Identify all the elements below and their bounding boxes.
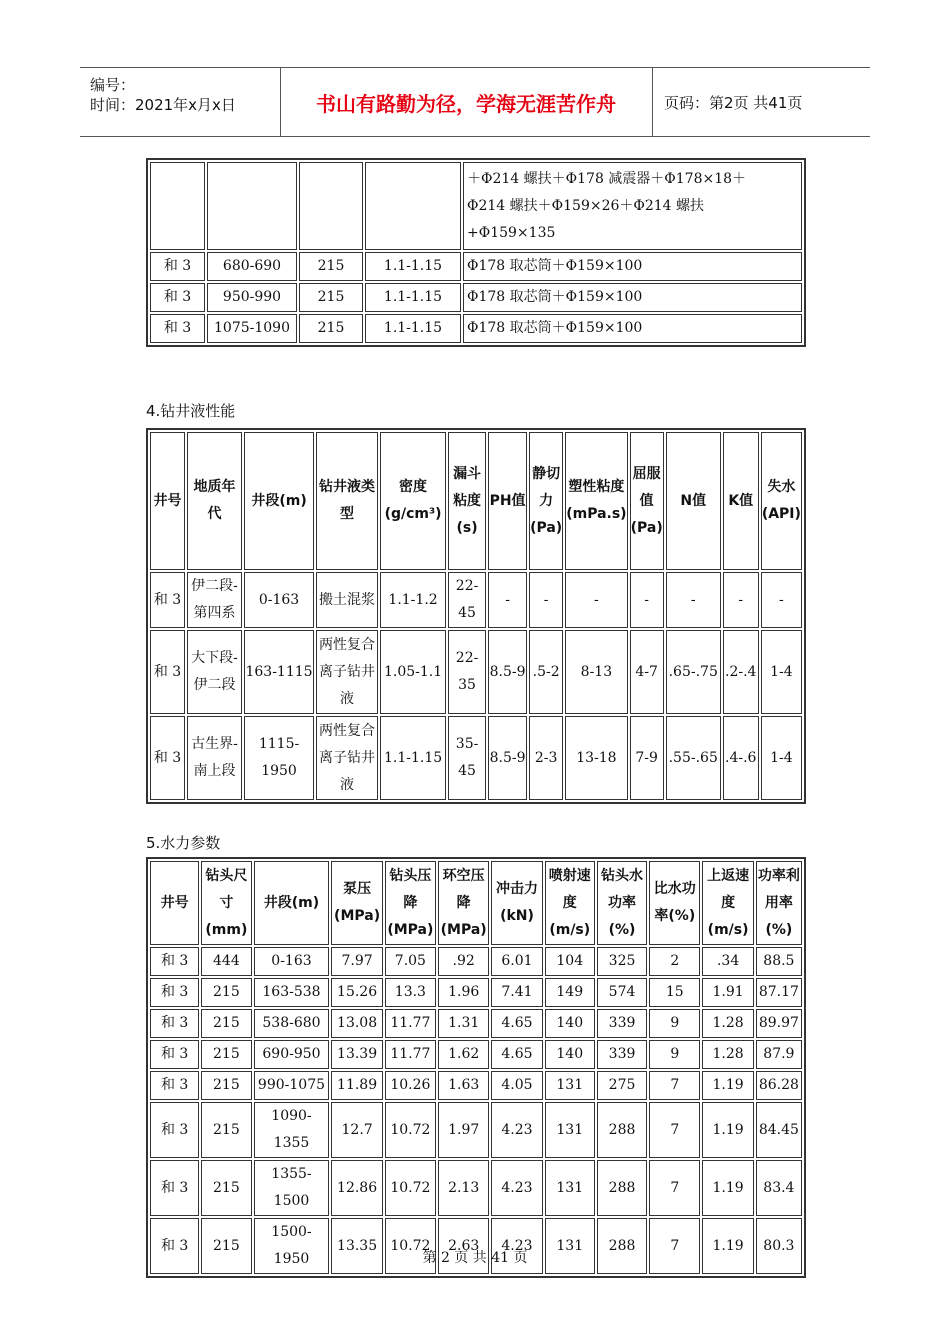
table-row	[150, 947, 802, 976]
table-cell: 1.28	[702, 1009, 753, 1038]
column-header: 井段(m)	[254, 861, 330, 945]
table-cell: 288	[597, 1102, 647, 1158]
table-cell: 10.26	[385, 1071, 436, 1100]
page-info: 页码：第2页 共41页	[664, 93, 803, 112]
table-cell: Φ178 取芯筒＋Φ159×100	[463, 314, 802, 343]
table-cell: 83.4	[756, 1160, 802, 1216]
table-cell: 1090-1355	[254, 1102, 330, 1158]
table-cell: 1.28	[702, 1040, 753, 1069]
table-cell: 15	[649, 978, 700, 1007]
table-cell	[207, 162, 297, 250]
table-cell: 163-1115	[244, 630, 314, 714]
table-cell: 4.05	[491, 1071, 542, 1100]
table-cell: 2.13	[438, 1160, 489, 1216]
table-cell: 和 3	[150, 252, 205, 281]
table-cell: 1.1-1.15	[365, 314, 461, 343]
column-header: K值	[723, 432, 759, 570]
column-header: 屈服值(Pa)	[630, 432, 664, 570]
table-cell: 13-18	[565, 716, 627, 800]
table-cell: 伊二段-第四系	[187, 572, 242, 628]
table-cell: 7-9	[630, 716, 664, 800]
column-header: 井段(m)	[244, 432, 314, 570]
table-cell: .2-.4	[723, 630, 759, 714]
table-cell: .4-.6	[723, 716, 759, 800]
table-cell: 88.5	[756, 947, 802, 976]
table-cell: 1.63	[438, 1071, 489, 1100]
table-cell: 80.3	[756, 1218, 802, 1274]
table-cell: 和 3	[150, 572, 185, 628]
table-cell: 两性复合离子钻井液	[316, 716, 378, 800]
table-cell: 13.39	[331, 1040, 382, 1069]
table-cell: .34	[702, 947, 753, 976]
table-cell: 680-690	[207, 252, 297, 281]
table-cell: 131	[545, 1071, 595, 1100]
table-cell: -	[630, 572, 664, 628]
table-cell: 690-950	[254, 1040, 330, 1069]
table-cell: ＋Φ214 螺扶＋Φ178 减震器＋Φ178×18＋ Φ214 螺扶＋Φ159×26＋Φ214 螺扶 +Φ159×135	[463, 162, 802, 250]
table-cell: 7	[649, 1102, 700, 1158]
header-meta	[80, 68, 281, 136]
table-cell: 1-4	[761, 716, 802, 800]
table-cell: 149	[545, 978, 595, 1007]
table-cell: 8-13	[565, 630, 627, 714]
table-cell: 2-3	[529, 716, 563, 800]
table-cell: 和 3	[150, 283, 205, 312]
table-cell: 两性复合离子钻井液	[316, 630, 378, 714]
drilling-fluid-table	[146, 428, 806, 804]
table-cell: 140	[545, 1040, 595, 1069]
table-cell: 8.5-9	[488, 716, 527, 800]
page-footer: 第 2 页 共 41 页	[422, 1250, 528, 1266]
table-cell: 2.63	[438, 1218, 489, 1274]
table-cell: 4.23	[491, 1102, 542, 1158]
table-cell: 7	[649, 1160, 700, 1216]
table-cell: 和 3	[150, 630, 185, 714]
column-header: 静切力(Pa)	[529, 432, 563, 570]
table-row	[150, 1009, 802, 1038]
table-cell	[365, 162, 461, 250]
table-cell: 215	[201, 1071, 251, 1100]
table-cell: 1.1-1.15	[380, 716, 446, 800]
table-cell: 和 3	[150, 1040, 199, 1069]
table-cell: .65-.75	[666, 630, 721, 714]
table-cell: 1.19	[702, 1102, 753, 1158]
table-cell: 4.23	[491, 1160, 542, 1216]
table-cell: 215	[201, 1009, 251, 1038]
table-row	[150, 978, 802, 1007]
table-cell: 1075-1090	[207, 314, 297, 343]
table-cell: 7.97	[331, 947, 382, 976]
table-cell: 1.19	[702, 1071, 753, 1100]
table-cell: 215	[201, 1160, 251, 1216]
table-cell: 13.3	[385, 978, 436, 1007]
table-cell: 131	[545, 1102, 595, 1158]
column-header: 泵压(MPa)	[331, 861, 382, 945]
table-cell: 1.05-1.1	[380, 630, 446, 714]
drilling-assembly-table	[146, 158, 806, 347]
column-header: 钻头压降(MPa)	[385, 861, 436, 945]
table-row	[150, 314, 802, 343]
column-header: 井号	[150, 432, 185, 570]
table-cell: 140	[545, 1009, 595, 1038]
table-cell: 163-538	[254, 978, 330, 1007]
table-cell: 13.35	[331, 1218, 382, 1274]
table-cell: .5-2	[529, 630, 563, 714]
table-cell: 215	[299, 314, 363, 343]
table-cell: 1.91	[702, 978, 753, 1007]
table-cell: 1.19	[702, 1218, 753, 1274]
table-cell: 1-4	[761, 630, 802, 714]
table-cell: 215	[299, 283, 363, 312]
table-row	[150, 283, 802, 312]
table-cell: 538-680	[254, 1009, 330, 1038]
header-row	[150, 432, 802, 570]
table-cell: 13.08	[331, 1009, 382, 1038]
table-cell	[150, 162, 205, 250]
table-cell: 和 3	[150, 1102, 199, 1158]
hydraulic-parameters-table	[146, 857, 806, 1278]
table-cell: 1.19	[702, 1160, 753, 1216]
table-cell: 和 3	[150, 1071, 199, 1100]
header-row	[150, 861, 802, 945]
table-cell: 1355-1500	[254, 1160, 330, 1216]
table-cell: 4.23	[491, 1218, 542, 1274]
table-cell: 1.62	[438, 1040, 489, 1069]
table-cell: 12.7	[331, 1102, 382, 1158]
table-cell: 1.97	[438, 1102, 489, 1158]
table-cell: 89.97	[756, 1009, 802, 1038]
column-header: 功率利用率(%)	[756, 861, 802, 945]
table-cell: 444	[201, 947, 251, 976]
table-cell: -	[761, 572, 802, 628]
table-cell: 1.1-1.2	[380, 572, 446, 628]
column-header: N值	[666, 432, 721, 570]
column-header: 喷射速度(m/s)	[545, 861, 595, 945]
table-cell: 12.86	[331, 1160, 382, 1216]
table-cell: 搬土混浆	[316, 572, 378, 628]
table-cell: 87.17	[756, 978, 802, 1007]
table-cell: 和 3	[150, 978, 199, 1007]
column-header: 漏斗粘度(s)	[448, 432, 486, 570]
table-cell: 1.1-1.15	[365, 283, 461, 312]
column-header: 钻井液类型	[316, 432, 378, 570]
column-header: 塑性粘度(mPa.s)	[565, 432, 627, 570]
table-cell: 339	[597, 1040, 647, 1069]
table-cell: 288	[597, 1218, 647, 1274]
table-cell: 7.41	[491, 978, 542, 1007]
table-cell: 1500-1950	[254, 1218, 330, 1274]
section-4-title: 4.钻井液性能	[146, 402, 236, 420]
table-cell: 4.65	[491, 1009, 542, 1038]
table-cell: 35-45	[448, 716, 486, 800]
table-cell: 和 3	[150, 1160, 199, 1216]
table-cell: 215	[201, 1102, 251, 1158]
table-cell: 1.96	[438, 978, 489, 1007]
table-cell: 11.77	[385, 1040, 436, 1069]
table-cell: 11.89	[331, 1071, 382, 1100]
table-cell: 339	[597, 1009, 647, 1038]
table-cell: 87.9	[756, 1040, 802, 1069]
table-cell: 325	[597, 947, 647, 976]
motto: 书山有路勤为径，学海无涯苦作舟	[280, 68, 653, 136]
column-header: 井号	[150, 861, 199, 945]
page-header	[80, 67, 870, 137]
table-cell: 22-45	[448, 572, 486, 628]
table-cell: 10.72	[385, 1102, 436, 1158]
table-cell: .55-.65	[666, 716, 721, 800]
table-cell: Φ178 取芯筒＋Φ159×100	[463, 283, 802, 312]
table-cell: -	[666, 572, 721, 628]
table-cell: 1115-1950	[244, 716, 314, 800]
table-cell: 8.5-9	[488, 630, 527, 714]
table-cell: 1.31	[438, 1009, 489, 1038]
column-header: 比水功率(%)	[649, 861, 700, 945]
table-cell: 和 3	[150, 716, 185, 800]
number-label: 编号：	[90, 76, 136, 94]
table-cell: .92	[438, 947, 489, 976]
table-cell: 215	[201, 1218, 251, 1274]
column-header: 上返速度(m/s)	[702, 861, 753, 945]
table-cell: 215	[299, 252, 363, 281]
table-cell: 15.26	[331, 978, 382, 1007]
table-cell: -	[488, 572, 527, 628]
column-header: PH值	[488, 432, 527, 570]
table-cell: 22-35	[448, 630, 486, 714]
table-cell: 和 3	[150, 1009, 199, 1038]
table-cell: 275	[597, 1071, 647, 1100]
time-label: 时间：2021年x月x日	[90, 96, 236, 114]
table-cell: 和 3	[150, 1218, 199, 1274]
table-row	[150, 572, 802, 628]
table-cell: 131	[545, 1160, 595, 1216]
table-cell: 288	[597, 1160, 647, 1216]
table-row	[150, 1071, 802, 1100]
table-cell: 4.65	[491, 1040, 542, 1069]
table-row	[150, 1102, 802, 1158]
table-cell: 104	[545, 947, 595, 976]
table-cell: 1.1-1.15	[365, 252, 461, 281]
column-header: 钻头水功率(%)	[597, 861, 647, 945]
column-header: 环空压降(MPa)	[438, 861, 489, 945]
table-cell: 574	[597, 978, 647, 1007]
column-header: 冲击力(kN)	[491, 861, 542, 945]
table-cell: 7.05	[385, 947, 436, 976]
table-cell: Φ178 取芯筒＋Φ159×100	[463, 252, 802, 281]
table-cell: 990-1075	[254, 1071, 330, 1100]
table-cell: 大下段-伊二段	[187, 630, 242, 714]
table-cell: 10.72	[385, 1160, 436, 1216]
table-cell: -	[565, 572, 627, 628]
column-header: 地质年代	[187, 432, 242, 570]
section-5-title: 5.水力参数	[146, 834, 221, 852]
table-cell: 131	[545, 1218, 595, 1274]
table-cell	[299, 162, 363, 250]
table-row	[150, 162, 802, 250]
table-cell: 和 3	[150, 314, 205, 343]
table-cell: 86.28	[756, 1071, 802, 1100]
table-row	[150, 1040, 802, 1069]
table-row	[150, 716, 802, 800]
table-cell: 2	[649, 947, 700, 976]
column-header: 密度 (g/cm³)	[380, 432, 446, 570]
table-cell: 215	[201, 978, 251, 1007]
table-cell: 11.77	[385, 1009, 436, 1038]
table-cell: 0-163	[244, 572, 314, 628]
table-cell: 4-7	[630, 630, 664, 714]
column-header: 钻头尺寸(mm)	[201, 861, 251, 945]
table-cell: 10.72	[385, 1218, 436, 1274]
column-header: 失水(API)	[761, 432, 802, 570]
table-row	[150, 1160, 802, 1216]
table-cell: 7	[649, 1071, 700, 1100]
table-cell: 9	[649, 1009, 700, 1038]
table-cell: 950-990	[207, 283, 297, 312]
table-cell: 和 3	[150, 947, 199, 976]
table-cell: 9	[649, 1040, 700, 1069]
table-cell: 6.01	[491, 947, 542, 976]
table-cell: -	[723, 572, 759, 628]
table-cell: 84.45	[756, 1102, 802, 1158]
table-row	[150, 252, 802, 281]
table-cell: -	[529, 572, 563, 628]
table-cell: 古生界-南上段	[187, 716, 242, 800]
table-cell: 215	[201, 1040, 251, 1069]
table-cell: 0-163	[254, 947, 330, 976]
table-row	[150, 630, 802, 714]
table-cell: 7	[649, 1218, 700, 1274]
